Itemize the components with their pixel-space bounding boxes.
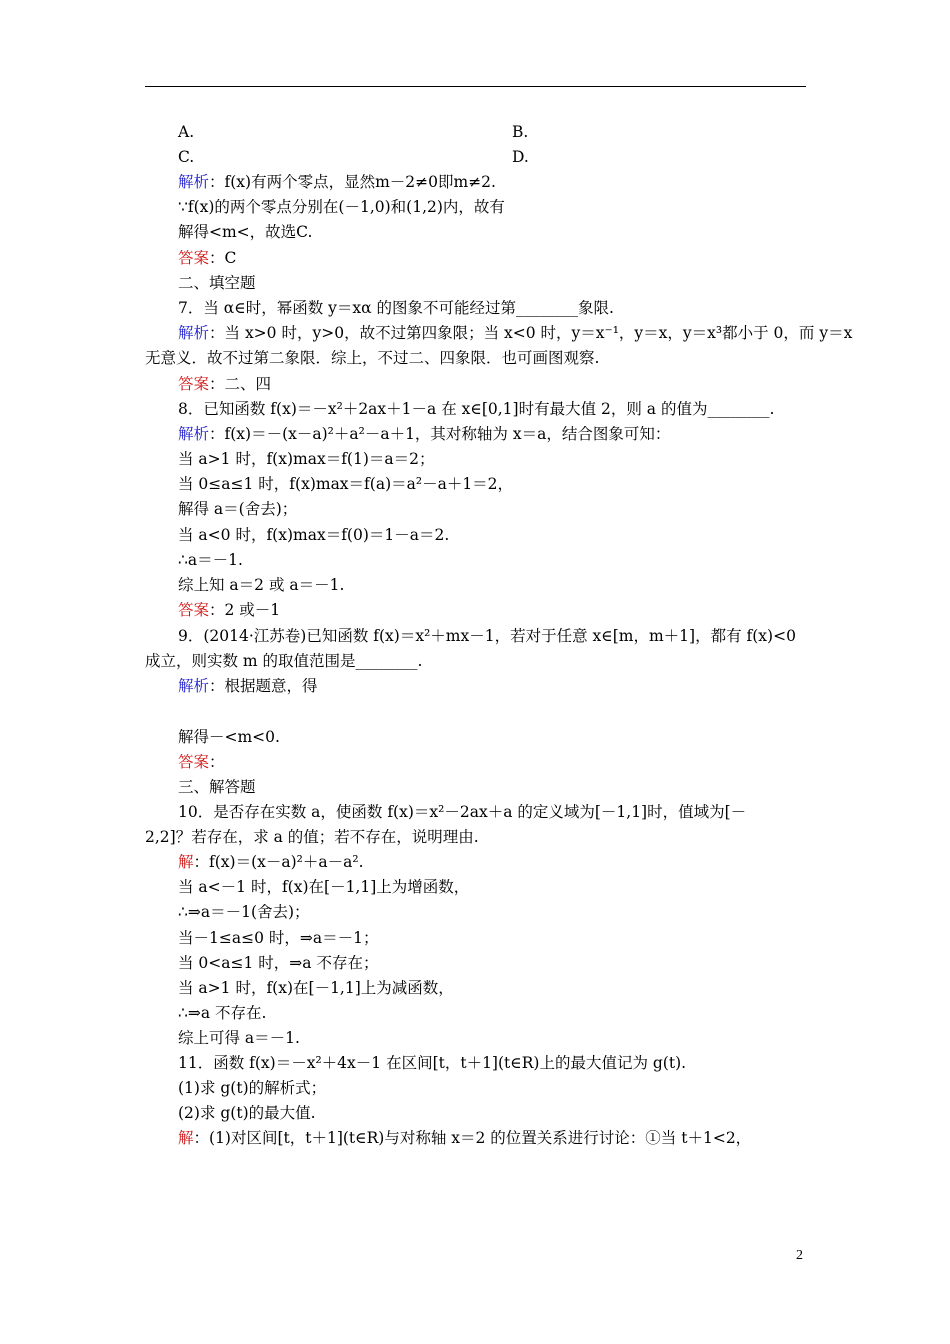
analysis-label: 解析 — [178, 677, 210, 695]
line-text: C. — [178, 148, 195, 166]
line-text: ：f(x)有两个零点，显然m－2≠0即m≠2. — [209, 173, 496, 191]
text-line — [178, 626, 796, 646]
line-text: A. — [178, 123, 195, 141]
line-text: ：2 或－1 — [209, 601, 281, 619]
text-line — [178, 953, 378, 973]
text-line — [178, 525, 449, 545]
text-line — [178, 222, 312, 242]
text-line — [178, 323, 852, 343]
text-line — [178, 877, 469, 897]
text-line — [178, 273, 256, 293]
line-text: ：根据题意，得 — [209, 677, 318, 695]
text-line — [178, 449, 435, 469]
line-text: 无意义．故不过第二象限．综上，不过二、四象限．也可画图观察. — [145, 349, 600, 367]
text-line — [178, 424, 670, 444]
text-line — [178, 1028, 300, 1048]
text-line — [178, 1053, 686, 1073]
text-line — [178, 777, 256, 797]
text-line — [145, 827, 479, 847]
line-text: (2)求 g(t)的最大值. — [178, 1104, 316, 1122]
line-text: 二、填空题 — [178, 274, 256, 292]
line-text: 解得 a＝(舍去)； — [178, 500, 298, 518]
text-line — [178, 399, 774, 419]
text-line — [178, 752, 225, 772]
text-line — [178, 172, 496, 192]
line-text: D. — [512, 148, 529, 166]
text-line — [178, 852, 364, 872]
text-line — [145, 651, 422, 671]
line-text: ：f(x)＝－(x－a)²＋a²－a＋1，其对称轴为 x＝a，结合图象可知： — [209, 425, 671, 443]
text-line — [178, 122, 194, 142]
text-line — [178, 802, 746, 822]
line-text: 11．函数 f(x)＝－x²＋4x－1 在区间[t，t＋1](t∈R)上的最大值记为 g(t). — [178, 1054, 687, 1072]
text-line — [178, 474, 513, 494]
line-text: 当 a<－1 时，f(x)在[－1,1]上为增函数， — [178, 878, 470, 896]
analysis-label: 解析 — [178, 425, 210, 443]
text-line — [178, 978, 454, 998]
line-text: ：C — [209, 249, 237, 267]
answer-label: 解 — [178, 1129, 194, 1147]
text-line — [178, 600, 280, 620]
text-line — [178, 1103, 316, 1123]
answer-label: 解 — [178, 853, 194, 871]
text-line — [178, 902, 310, 922]
text-line — [178, 197, 505, 217]
text-line — [178, 727, 280, 747]
line-text: 当 a>1 时，f(x)在[－1,1]上为减函数， — [178, 979, 454, 997]
line-text: 成立，则实数 m 的取值范围是________. — [145, 652, 423, 670]
line-text: ：二、四 — [209, 375, 272, 393]
line-text: 解得<m<，故选C. — [178, 223, 313, 241]
line-text: 2,2]？若存在，求 a 的值；若不存在，说明理由. — [145, 828, 479, 846]
text-line — [178, 298, 614, 318]
line-text: 9．(2014·江苏卷)已知函数 f(x)＝x²＋mx－1，若对于任意 x∈[m，m＋1]，都有 f(x)<0 — [178, 627, 796, 645]
line-text: 当 0<a≤1 时，⇒a 不存在； — [178, 954, 379, 972]
text-line — [512, 122, 528, 142]
line-text: ∴a＝－1. — [178, 551, 243, 569]
page-number: 2 — [796, 1248, 803, 1263]
text-line — [178, 248, 236, 268]
line-text: 综上可得 a＝－1. — [178, 1029, 300, 1047]
line-text: 当－1≤a≤0 时，⇒a＝－1； — [178, 929, 379, 947]
text-line — [178, 550, 243, 570]
line-text: 当 0≤a≤1 时，f(x)max＝f(a)＝a²－a＋1＝2， — [178, 475, 514, 493]
line-text: 7．当 α∈时，幂函数 y＝xα 的图象不可能经过第________象限. — [178, 299, 614, 317]
answer-label: 答案 — [178, 249, 210, 267]
line-text: 10．是否存在实数 a，使函数 f(x)＝x²－2ax＋a 的定义域为[－1,1]时，值域为[－ — [178, 803, 747, 821]
analysis-label: 解析 — [178, 173, 210, 191]
answer-label: 答案 — [178, 375, 210, 393]
answer-label: 答案 — [178, 601, 210, 619]
line-text: 当 a<0 时，f(x)max＝f(0)＝1－a＝2. — [178, 526, 450, 544]
line-text: 当 a>1 时，f(x)max＝f(1)＝a＝2； — [178, 450, 435, 468]
line-text: 三、解答题 — [178, 778, 256, 796]
line-text: ∴⇒a＝－1(舍去)； — [178, 903, 310, 921]
line-text: 综上知 a＝2 或 a＝－1. — [178, 576, 345, 594]
analysis-label: 解析 — [178, 324, 210, 342]
line-text: ∴⇒a 不存在. — [178, 1004, 267, 1022]
text-line — [178, 676, 318, 696]
line-text: ∵f(x)的两个零点分别在(－1,0)和(1,2)内，故有 — [178, 198, 505, 216]
text-line — [178, 928, 378, 948]
text-line — [145, 348, 599, 368]
answer-label: 答案 — [178, 753, 210, 771]
text-line — [178, 374, 271, 394]
line-text: ： — [209, 753, 225, 771]
line-text: ：f(x)＝(x－a)²＋a－a². — [193, 853, 364, 871]
line-text: B. — [512, 123, 529, 141]
line-text: (1)求 g(t)的解析式； — [178, 1079, 327, 1097]
line-text: ：当 x>0 时，y>0，故不过第四象限；当 x<0 时，y＝x⁻¹，y＝x，y＝x³都小于 0，而 y＝x — [209, 324, 853, 342]
line-text: 解得－<m<0. — [178, 728, 280, 746]
text-line — [178, 147, 194, 167]
text-line — [178, 1128, 751, 1148]
header-rule — [145, 86, 806, 87]
line-text: 8．已知函数 f(x)＝－x²＋2ax＋1－a 在 x∈[0,1]时有最大值 2，则 a 的值为________. — [178, 400, 775, 418]
text-line — [178, 575, 344, 595]
text-line — [178, 1078, 326, 1098]
line-text: ：(1)对区间[t，t＋1](t∈R)与对称轴 x＝2 的位置关系进行讨论：①当 t＋1<2， — [193, 1129, 752, 1147]
text-line — [178, 499, 297, 519]
text-line — [178, 1003, 266, 1023]
text-line — [512, 147, 529, 167]
